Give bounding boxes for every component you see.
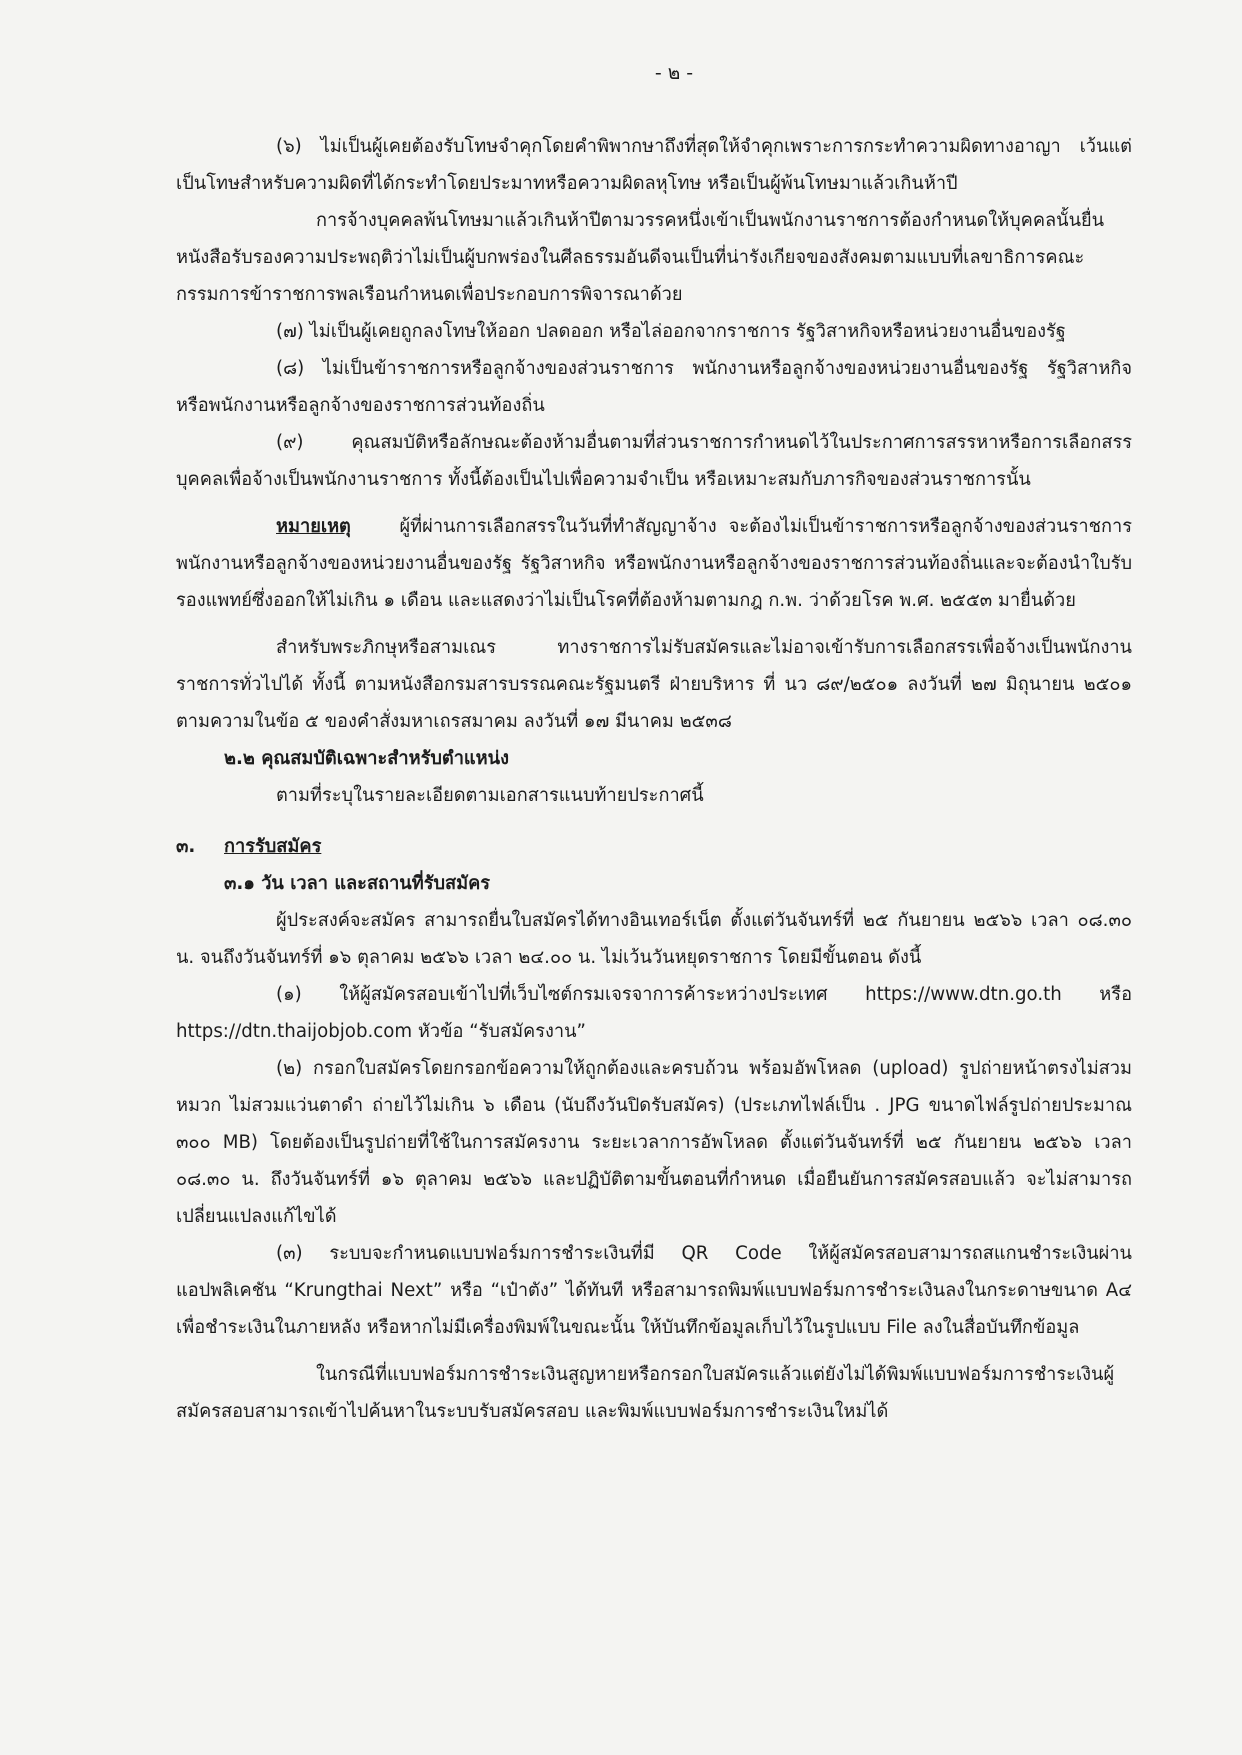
remark-paragraph: [176, 508, 1132, 619]
page-number: - ๒ -: [654, 62, 694, 84]
monk-note: สำหรับพระภิกษุหรือสามเณร ทางราชการไม่รับสมัครและไม่อาจเข้ารับการเลือกสรรเพื่อจ้างเป็นพนักงานราชการทั่วไปได้ ทั้งนี้ ตามหนังสือกรมสารบรรณคณะรัฐมนตรี ฝ่ายบริหาร ที่ นว ๘๙/๒๕๐๑ ลงวันที่ ๒๗ มิถุนายน ๒๕๐๑ ตามความในข้อ ๕ ของคำสั่งมหาเถรสมาคม ลงวันที่ ๑๗ มีนาคม ๒๕๓๘: [176, 637, 1132, 732]
section-3-1-lost-form: ในกรณีที่แบบฟอร์มการชำระเงินสูญหายหรือกรอกใบสมัครแล้วแต่ยังไม่ได้พิมพ์แบบฟอร์มการชำระเงินผู้สมัครสอบสามารถเข้าไปค้นหาในระบบรับสมัครสอบ และพิมพ์แบบฟอร์มการชำระเงินใหม่ได้: [176, 1364, 1115, 1422]
section-2-2-text: ตามที่ระบุในรายละเอียดตามเอกสารแนบท้ายประกาศนี้: [276, 785, 704, 806]
qualification-item-9: (๙) คุณสมบัติหรือลักษณะต้องห้ามอื่นตามที่ส่วนราชการกำหนดไว้ในประกาศการสรรหาหรือการเลือกสรรบุคคลเพื่อจ้างเป็นพนักงานราชการ ทั้งนี้ต้องเป็นไปเพื่อความจำเป็น หรือเหมาะสมกับภารกิจของส่วนราชการนั้น: [176, 432, 1132, 490]
qualification-item-6-note: การจ้างบุคคลพ้นโทษมาแล้วเกินห้าปีตามวรรคหนึ่งเข้าเป็นพนักงานราชการต้องกำหนดให้บุคคลนั้นยื่นหนังสือรับรองความประพฤติว่าไม่เป็นผู้บกพร่องในศีลธรรมอันดีจนเป็นที่น่ารังเกียจของสังคมตามแบบที่เลขาธิการคณะกรรมการข้าราชการพลเรือนกำหนดเพื่อประกอบการพิจารณาด้วย: [176, 210, 1105, 305]
section-3-title: การรับสมัคร: [224, 836, 322, 857]
remark-label: หมายเหตุ: [276, 516, 351, 537]
section-2-2-heading: ๒.๒ คุณสมบัติเฉพาะสำหรับตำแหน่ง: [224, 748, 509, 769]
section-3-1-step-1: (๑) ให้ผู้สมัครสอบเข้าไปที่เว็บไซต์กรมเจรจาการค้าระหว่างประเทศ https://www.dtn.go.th หรือ https://dtn.thaijobjob.com หัวข้อ “รับสมัครงาน”: [176, 984, 1132, 1042]
section-3-1-step-3: (๓) ระบบจะกำหนดแบบฟอร์มการชำระเงินที่มี QR Code ให้ผู้สมัครสอบสามารถสแกนชำระเงินผ่านแอปพลิเคชัน “Krungthai Next” หรือ “เป๋าตัง” ได้ทันที หรือสามารถพิมพ์แบบฟอร์มการชำระเงินลงในกระดาษขนาด A๔ เพื่อชำระเงินในภายหลัง หรือหากไม่มีเครื่องพิมพ์ในขณะนั้น ให้บันทึกข้อมูลเก็บไว้ในรูปแบบ File ลงในสื่อบันทึกข้อมูล: [176, 1243, 1132, 1338]
section-3-1-step-2: (๒) กรอกใบสมัครโดยกรอกข้อความให้ถูกต้องและครบถ้วน พร้อมอัพโหลด (upload) รูปถ่ายหน้าตรงไม่สวมหมวก ไม่สวมแว่นตาดำ ถ่ายไว้ไม่เกิน ๖ เดือน (นับถึงวันปิดรับสมัคร) (ประเภทไฟล์เป็น . JPG ขนาดไฟล์รูปถ่ายประมาณ ๓๐๐ MB) โดยต้องเป็นรูปถ่ายที่ใช้ในการสมัครงาน ระยะเวลาการอัพโหลด ตั้งแต่วันจันทร์ที่ ๒๕ กันยายน ๒๕๖๖ เวลา ๐๘.๓๐ น. ถึงวันจันทร์ที่ ๑๖ ตุลาคม ๒๕๖๖ และปฏิบัติตามขั้นตอนที่กำหนด เมื่อยืนยันการสมัครสอบแล้ว จะไม่สามารถเปลี่ยนแปลงแก้ไขได้: [176, 1058, 1132, 1227]
remark-text: ผู้ที่ผ่านการเลือกสรรในวันที่ทำสัญญาจ้าง จะต้องไม่เป็นข้าราชการหรือลูกจ้างของส่วนราชการพนักงานหรือลูกจ้างของหน่วยงานอื่นของรัฐ รัฐวิสาหกิจ หรือพนักงานหรือลูกจ้างของราชการส่วนท้องถิ่นและจะต้องนำใบรับรองแพทย์ซึ่งออกให้ไม่เกิน ๑ เดือน และแสดงว่าไม่เป็นโรคที่ต้องห้ามตามกฎ ก.พ. ว่าด้วยโรค พ.ศ. ๒๕๕๓ มายื่นด้วย: [176, 516, 1132, 611]
section-3-1-intro: ผู้ประสงค์จะสมัคร สามารถยื่นใบสมัครได้ทางอินเทอร์เน็ต ตั้งแต่วันจันทร์ที่ ๒๕ กันยายน ๒๕๖๖ เวลา ๐๘.๓๐ น. จนถึงวันจันทร์ที่ ๑๖ ตุลาคม ๒๕๖๖ เวลา ๒๔.๐๐ น. ไม่เว้นวันหยุดราชการ โดยมีขั้นตอน ดังนี้: [176, 910, 1132, 968]
section-3-heading: [176, 828, 1132, 865]
section-3-number: ๓.: [176, 836, 196, 857]
qualification-item-7: (๗) ไม่เป็นผู้เคยถูกลงโทษให้ออก ปลดออก หรือไล่ออกจากราชการ รัฐวิสาหกิจหรือหน่วยงานอื่นของรัฐ: [276, 321, 1066, 342]
qualification-item-8: (๘) ไม่เป็นข้าราชการหรือลูกจ้างของส่วนราชการ พนักงานหรือลูกจ้างของหน่วยงานอื่นของรัฐ รัฐวิสาหกิจ หรือพนักงานหรือลูกจ้างของราชการส่วนท้องถิ่น: [176, 358, 1132, 416]
qualification-item-6: (๖) ไม่เป็นผู้เคยต้องรับโทษจำคุกโดยคำพิพากษาถึงที่สุดให้จำคุกเพราะการกระทำความผิดทางอาญา เว้นแต่เป็นโทษสำหรับความผิดที่ได้กระทำโดยประมาทหรือความผิดลหุโทษ หรือเป็นผู้พ้นโทษมาแล้วเกินห้าปี: [176, 136, 1132, 194]
section-3-1-heading: ๓.๑ วัน เวลา และสถานที่รับสมัคร: [224, 873, 491, 894]
